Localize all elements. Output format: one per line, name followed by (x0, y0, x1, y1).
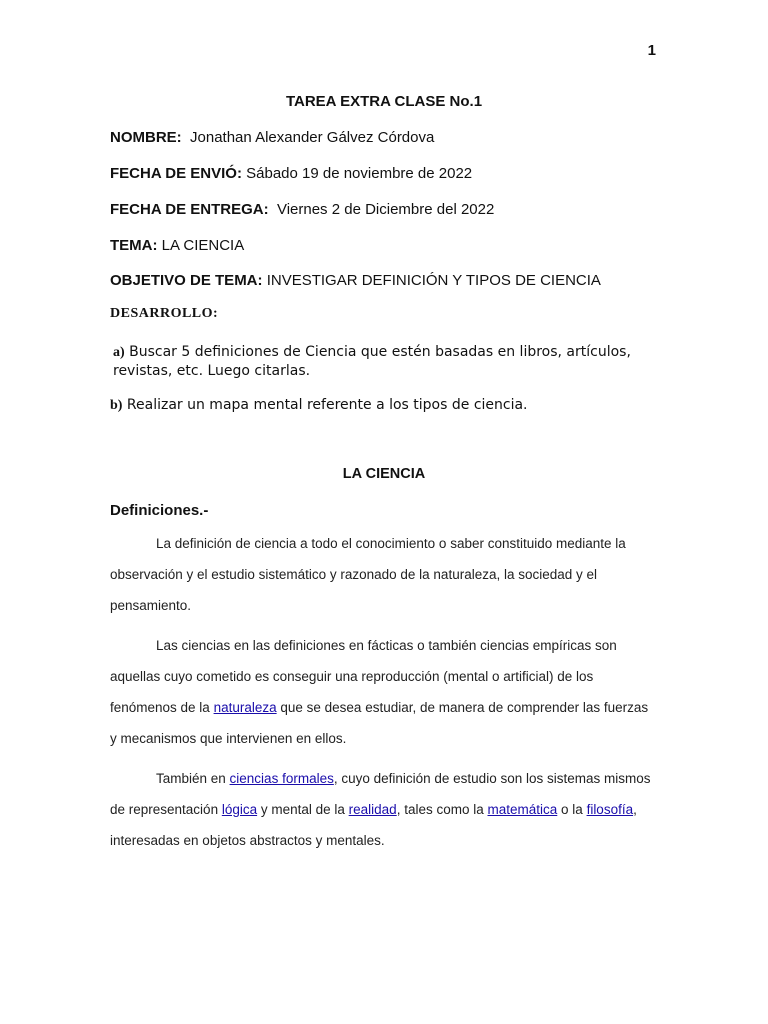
field-fecha-entrega (110, 201, 494, 218)
paragraph-3 (110, 763, 655, 856)
field-nombre (110, 129, 434, 146)
link-logica[interactable]: lógica (221, 802, 258, 817)
field-nombre-label: NOMBRE: (110, 129, 182, 146)
field-fecha-envio-value: Sábado 19 de noviembre de 2022 (246, 165, 473, 182)
paragraph-2-text-start: Las ciencias en las definiciones en fácticas o también ciencias empíricas son aquellas cuyo cometido es conseguir una reproducción (mental o artificial) de los fenómenos de la (110, 638, 617, 715)
link-ciencias-formales[interactable]: ciencias formales (229, 771, 334, 786)
task-b-text: Realizar un mapa mental referente a los tipos de ciencia. (126, 397, 528, 413)
desarrollo-heading: DESARROLLO: (110, 306, 219, 321)
task-a-letter: a) (113, 345, 125, 360)
field-fecha-envio (110, 165, 472, 182)
page-number: 1 (647, 42, 656, 59)
paragraph-2 (110, 630, 655, 754)
field-tema (110, 237, 244, 254)
link-naturaleza[interactable]: naturaleza (213, 700, 277, 715)
paragraph-1 (110, 528, 655, 621)
paragraph-1-text: La definición de ciencia a todo el conocimiento o saber constituido mediante la observación y el estudio sistemático y razonado de la naturaleza, la sociedad y el pensamiento. (110, 536, 626, 613)
task-a (113, 343, 658, 380)
field-tema-value: LA CIENCIA (161, 237, 245, 254)
section-subtitle: Definiciones.- (110, 502, 209, 519)
paragraph-2-text-end: que se desea estudiar, de manera de comprender las fuerzas y mecanismos que intervienen en ellos. (110, 700, 649, 746)
paragraph-3-text-mid-3: , tales como la (396, 802, 488, 817)
field-tema-label: TEMA: (110, 237, 158, 254)
task-b (110, 396, 655, 415)
field-fecha-entrega-label: FECHA DE ENTREGA: (110, 201, 269, 218)
paragraph-3-text-start: También en (156, 771, 230, 786)
paragraph-3-text-mid-4: o la (557, 802, 587, 817)
field-objetivo (110, 272, 601, 289)
field-fecha-entrega-value: Viernes 2 de Diciembre del 2022 (276, 201, 495, 218)
field-objetivo-label: OBJETIVO DE TEMA: (110, 272, 263, 289)
field-nombre-value: Jonathan Alexander Gálvez Córdova (190, 129, 435, 146)
paragraph-3-text-end: , interesadas en objetos abstractos y mentales. (110, 802, 637, 848)
document-title: TAREA EXTRA CLASE No.1 (285, 93, 483, 110)
paragraph-3-text-mid-2: y mental de la (257, 802, 349, 817)
section-title: LA CIENCIA (342, 466, 426, 482)
link-matematica[interactable]: matemática (487, 802, 558, 817)
field-fecha-envio-label: FECHA DE ENVIÓ: (110, 165, 242, 182)
task-b-letter: b) (110, 398, 123, 413)
link-realidad[interactable]: realidad (348, 802, 397, 817)
paragraph-3-text-mid-1: , cuyo definición de estudio son los sistemas mismos de representación (110, 771, 651, 817)
field-objetivo-value: INVESTIGAR DEFINICIÓN Y TIPOS DE CIENCIA (266, 272, 601, 289)
task-a-text: Buscar 5 definiciones de Ciencia que estén basadas en libros, artículos, revistas, etc. Luego citarlas. (113, 344, 631, 379)
link-filosofia[interactable]: filosofía (586, 802, 634, 817)
